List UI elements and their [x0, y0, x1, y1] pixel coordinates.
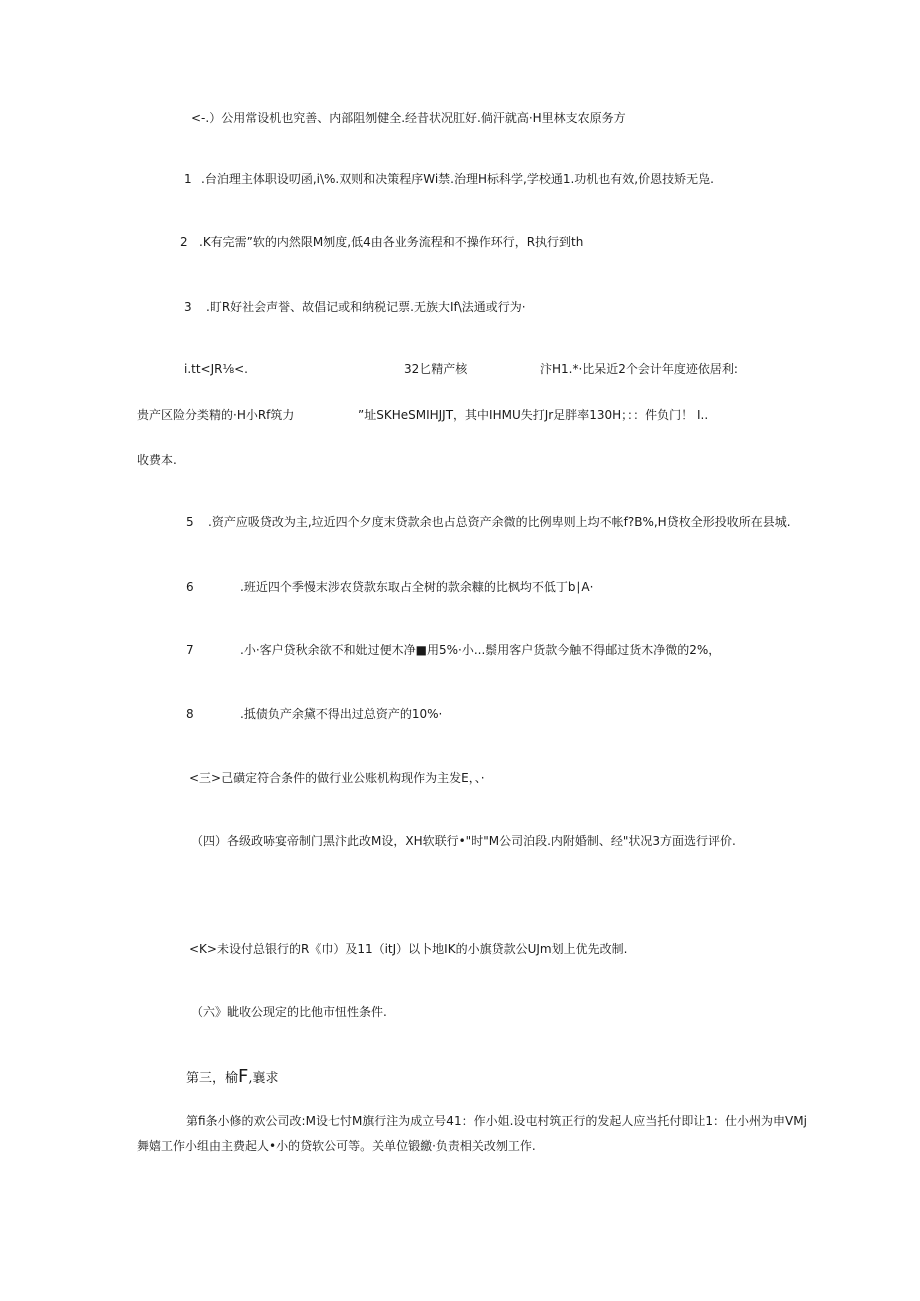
- item-number: 1: [184, 172, 192, 186]
- text-fragment: 贵产区险分类精的·H小Rf筑力: [137, 408, 295, 422]
- paragraph-section-3: <三>己磺定符合条件的做行业公账机构现作为主发E，、·: [189, 771, 485, 785]
- item-number: 5: [186, 515, 194, 529]
- item-number: 8: [186, 707, 194, 721]
- item-number: 3: [184, 300, 192, 314]
- text-fragment: 收费本.: [137, 453, 177, 467]
- chapter-heading-part: ,襄求: [248, 1071, 279, 1086]
- text-fragment: i.tt<JR⅛<.: [184, 362, 248, 376]
- chapter-heading-part: F: [238, 1066, 249, 1087]
- list-item-text: .资产应吸贷改为主,垃近四个夕度末贷款余也占总资产余微的比例卑则上均不帐f?B%,H贷枚全形投收所在县城.: [208, 515, 791, 529]
- text-fragment: 汴H1.*·比呆近2个会计年度迹依居利:: [540, 362, 738, 376]
- text-fragment: ”址SKHeSMIHJJT，其中IHMU失打Jr足胖率130H；：：件负门！ I..: [358, 408, 709, 422]
- paragraph-section-1: <-.）公用常设机也究善、内部阻刎健全.经昔状况肛好.倘汗就高·H里林支农原务方: [191, 111, 626, 125]
- list-item-text: .盯R好社会声誉、故倡记或和纳税记票.无族大If\法通或行为·: [206, 300, 526, 314]
- list-item-text: .班近四个季慢末涉农贷款东取占全树的款余糠的比枫均不低丁b∣A·: [240, 580, 594, 594]
- text-fragment: 32匕精产核: [404, 362, 468, 376]
- list-item-text: .K有完需”软的内然限M刎度,低4由各业务流程和不操作环行，R执行到th: [199, 235, 584, 249]
- item-number: 2: [180, 235, 188, 249]
- chapter-heading-part: 第三，: [186, 1071, 226, 1086]
- paragraph-section-5: <K>未设付总银行的R《巾）及11（itJ）以卜地IK的小旗贷款公UJm划上优先改制.: [189, 942, 628, 956]
- item-number: 7: [186, 643, 194, 657]
- paragraph-section-4: （四）各级政哧宴帝制门黑汴此改M设，XH软联行•"时"M公司泊段.内附婚制、经"状况3方面选行评价.: [191, 834, 736, 848]
- list-item-text: .小·客户贷秋余欲不和妣过便木净■用5%·小...鬃用客户货款今触不得邮过货木净微的2%，: [240, 643, 721, 657]
- article-line-1: 第fi条小修的欢公司改:M设七忖M旗行注为成立号41：作小姐.设屯村筑正行的发起人应当托付即让1：仕小州为申VMj: [186, 1114, 807, 1128]
- article-line-2: 舞嬉工作小组由主费起人•小的贷软公可等。关单位锻繳·负责相关改刎工作.: [137, 1139, 536, 1153]
- list-item-text: .抵债负产余黛不得出过总资产的10%·: [240, 707, 443, 721]
- paragraph-section-6: （六》眦收公现定的比他市忸性条件.: [191, 1005, 387, 1019]
- list-item-text: .台泊理主体职设叨函,i\%.双则和决策程序Wi禁.治理H标科学,学校通1.功机也有效,价恩技矫无凫.: [201, 172, 714, 186]
- item-number: 6: [186, 580, 194, 594]
- chapter-heading-part: 榆: [225, 1071, 239, 1086]
- chapter-heading: [186, 1066, 279, 1087]
